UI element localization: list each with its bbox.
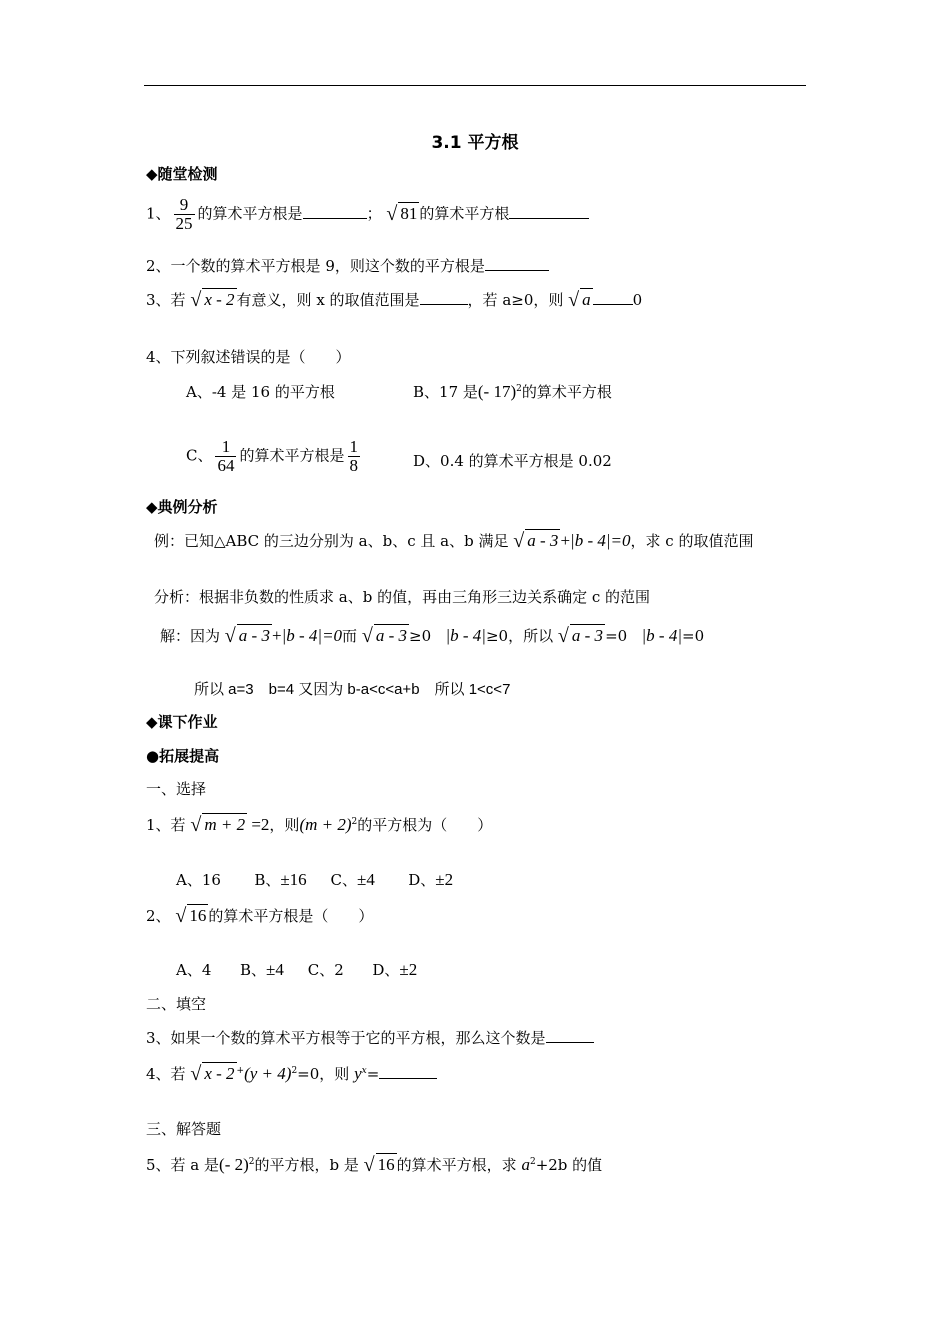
fraction <box>348 438 361 475</box>
part-heading: 一、选择 <box>146 780 207 798</box>
denominator: 25 <box>175 214 193 233</box>
math-expr: (y + 4) <box>244 1064 292 1083</box>
sqrt-icon: √ <box>224 625 236 647</box>
q-text: 4、若 <box>146 1065 186 1083</box>
radicand: x - 2 <box>204 290 235 309</box>
fraction <box>174 196 195 233</box>
option-c: C、 <box>330 871 358 889</box>
answer-blank[interactable] <box>420 290 468 305</box>
sqrt-icon: √ <box>557 625 569 647</box>
q-text: 有意义，则 x 的取值范围是 <box>236 291 420 309</box>
question-2 <box>146 255 549 276</box>
option-value: ±2 <box>435 870 454 889</box>
option-label: B、17 是 <box>413 383 478 401</box>
math-expr: |b - 4|=0 <box>570 531 631 550</box>
denominator: 8 <box>349 456 358 475</box>
sqrt-icon: √ <box>361 625 373 647</box>
math-expr: (- 17) <box>477 382 517 401</box>
sqrt-expr <box>364 1153 397 1175</box>
sqrt-icon: √ <box>568 289 580 311</box>
solution-text: =0 <box>605 627 628 645</box>
exponent: 2 <box>516 384 522 394</box>
option-value: ±4 <box>357 870 375 889</box>
math-expr: |b - 4|=0 <box>281 626 343 645</box>
exponent: 2 <box>248 1157 255 1167</box>
q-text: 2、一个数的算术平方根是 9，则这个数的平方根是 <box>146 257 485 275</box>
option-a: A、-4 是 16 的平方根 <box>186 383 335 401</box>
answer-blank[interactable] <box>509 204 589 219</box>
separator: ； <box>366 204 382 223</box>
section-heading: ◆课下作业 <box>146 713 218 731</box>
sqrt-icon: √ <box>175 905 187 927</box>
radicand: x - 2 <box>204 1064 235 1083</box>
section-heading: ◆随堂检测 <box>146 165 218 183</box>
option-b: B、 <box>254 871 281 889</box>
sqrt-expr <box>513 529 560 551</box>
option-text: 的算术平方根 <box>521 383 612 401</box>
exponent: 2 <box>291 1066 298 1076</box>
radicand: a <box>582 290 591 309</box>
math-expr: (- 2) <box>219 1155 249 1174</box>
sqrt-expr <box>190 813 247 835</box>
option-d: D、 <box>372 961 400 979</box>
homework-3 <box>146 1027 594 1048</box>
solution-text: ≥0 <box>409 627 432 645</box>
option-text: 的算术平方根是 <box>239 446 345 465</box>
exponent: 2 <box>351 817 358 827</box>
sqrt-icon: √ <box>190 1063 202 1085</box>
q-text: 2、 <box>146 907 171 925</box>
q-text: 的算术平方根是 <box>197 204 303 223</box>
sqrt-icon: √ <box>513 530 525 552</box>
q-text: 的算术平方根，求 <box>396 1156 517 1174</box>
option-a: A、16 <box>176 871 221 889</box>
solution-text: 而 <box>342 627 358 645</box>
analysis-text: 分析：根据非负数的性质求 a、b 的值，再由三角形三边关系确定 c 的范围 <box>154 588 651 606</box>
sqrt-expr <box>175 904 208 926</box>
math-expr: |b - 4| <box>641 626 683 645</box>
option-b: B、 <box>240 961 267 979</box>
numerator: 1 <box>349 437 358 456</box>
math-var: a <box>521 1155 530 1174</box>
homework-4 <box>146 1062 437 1084</box>
solution-text: 解：因为 <box>160 627 221 645</box>
answer-blank[interactable] <box>379 1064 437 1079</box>
exponent: x <box>361 1066 367 1076</box>
numerator: 1 <box>221 437 231 456</box>
q-text: 3、若 <box>146 291 186 309</box>
option-value: ±4 <box>266 960 284 979</box>
math-expr: |b - 4| <box>445 626 486 645</box>
option-a: A、4 <box>176 961 212 979</box>
solution-text: ，所以 <box>508 627 554 645</box>
answer-blank[interactable] <box>485 256 549 271</box>
homework-2 <box>146 904 373 926</box>
example-stem: 例：已知△ABC 的三边分别为 a、b、c 且 a、b 满足 √ a - 3 +|b - 4|=0，求 c 的取值范围 <box>154 530 754 552</box>
solution-line-1: 解：因为 √ a - 3 +|b - 4|=0而 √ a - 3 ≥0 |b - 4|≥0，所以 √ a - 3 =0 |b - 4|=0 <box>160 625 705 647</box>
option-value: ±2 <box>399 960 418 979</box>
option-b <box>413 381 612 402</box>
question-4: 4、下列叙述错误的是（ ） <box>146 348 351 366</box>
math-expr: =2 <box>247 815 270 834</box>
radicand: 16 <box>377 1155 395 1174</box>
q-text: 1、若 <box>146 816 186 834</box>
homework-5 <box>146 1153 602 1175</box>
q-text: ，则 <box>269 816 300 834</box>
sqrt-expr <box>225 624 272 646</box>
q-text: 的平方根为（ ） <box>357 816 493 834</box>
answer-blank[interactable] <box>303 204 367 219</box>
part-heading: 三、解答题 <box>146 1120 222 1138</box>
sqrt-icon: √ <box>190 814 202 836</box>
radicand: m + 2 <box>204 815 246 834</box>
example-text: 例：已知△ABC 的三边分别为 a、b、c 且 a、b 满足 <box>154 532 509 550</box>
question-1 <box>146 196 589 233</box>
q-text: 5、若 a 是 <box>146 1156 220 1174</box>
q-number: 1、 <box>146 204 171 223</box>
q-text: =0，则 <box>297 1065 350 1083</box>
fraction <box>215 438 236 475</box>
sqrt-expr <box>190 1062 236 1084</box>
option-value: ±16 <box>280 870 307 889</box>
plus-sign: + <box>236 1066 245 1076</box>
sqrt-icon: √ <box>386 202 398 225</box>
q-text: ，若 a≥0，则 <box>467 291 564 309</box>
option-c: C、2 <box>307 961 344 979</box>
solution-text: =0 <box>682 627 705 645</box>
option-d: D、 <box>408 871 436 889</box>
q-text: 0 <box>632 291 643 309</box>
option-d: D、0.4 的算术平方根是 0.02 <box>413 452 612 470</box>
homework-1 <box>146 813 492 835</box>
option-c <box>186 438 363 475</box>
solution-text: ≥0 <box>485 627 509 645</box>
exponent: 2 <box>529 1157 536 1167</box>
sqrt-expr <box>362 624 409 646</box>
sqrt-expr <box>568 288 593 310</box>
radicand: a - 3 <box>527 531 559 550</box>
radicand: a - 3 <box>571 626 604 645</box>
header-rule <box>144 85 806 86</box>
solution-line-2: 所以 a=3 b=4 又因为 b-a<c<a+b 所以 1<c<7 <box>194 681 511 698</box>
math-expr: (m + 2) <box>299 815 352 834</box>
radicand: a - 3 <box>238 626 270 645</box>
radicand: a - 3 <box>375 626 408 645</box>
denominator: 64 <box>217 456 235 475</box>
q-text: 的算术平方根是（ ） <box>208 907 374 925</box>
q-text: 的算术平方根 <box>419 204 510 223</box>
q-text: = <box>366 1065 380 1083</box>
sqrt-expr <box>190 288 236 310</box>
homework-2-options <box>176 959 417 980</box>
section-heading: ●拓展提高 <box>146 747 220 765</box>
page-title: 3.1 平方根 <box>431 133 519 153</box>
option-label: C、 <box>186 446 213 465</box>
q-text: 3、如果一个数的算术平方根等于它的平方根，那么这个数是 <box>146 1029 546 1047</box>
section-heading: ◆典例分析 <box>146 498 218 516</box>
homework-1-options <box>176 869 453 890</box>
q-text: +2b 的值 <box>535 1156 603 1174</box>
sqrt-icon: √ <box>190 289 202 311</box>
radicand: 16 <box>189 906 207 925</box>
radicand: 81 <box>400 203 418 223</box>
answer-blank[interactable] <box>593 290 633 305</box>
example-text: ，求 c 的取值范围 <box>630 532 754 550</box>
sqrt-expr <box>558 624 605 646</box>
sqrt-expr <box>386 202 419 224</box>
q-text: 的平方根，b 是 <box>254 1156 359 1174</box>
answer-blank[interactable] <box>546 1028 594 1043</box>
part-heading: 二、填空 <box>146 995 207 1013</box>
math-var: y <box>354 1064 362 1083</box>
question-3 <box>146 288 642 310</box>
sqrt-icon: √ <box>363 1154 375 1176</box>
numerator: 9 <box>179 195 189 214</box>
